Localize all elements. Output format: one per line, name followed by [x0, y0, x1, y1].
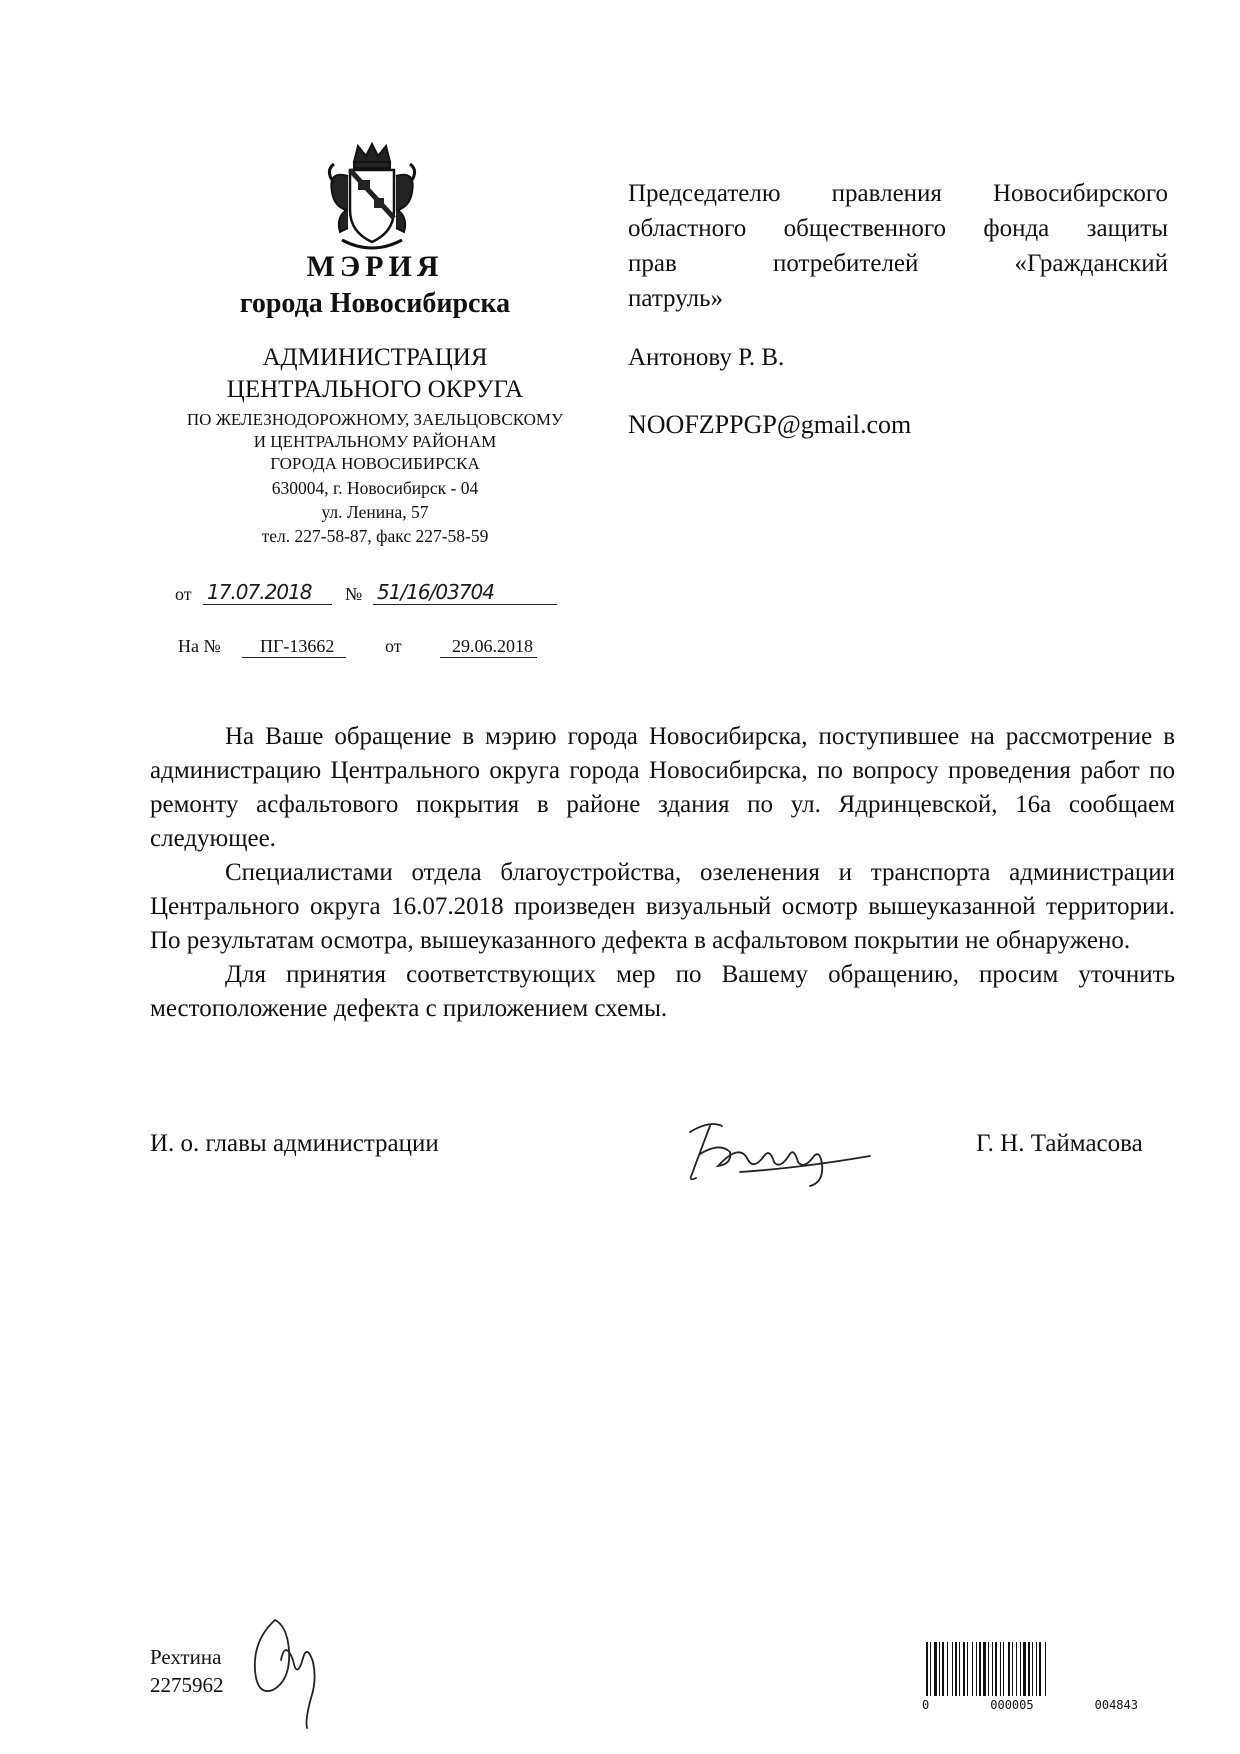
barcode-digit-left: 0 — [922, 1698, 930, 1712]
body-paragraph: Для принятия соответствующих мер по Вашему обращению, просим уточнить местоположение дефекта с приложением схемы. — [150, 961, 1175, 1022]
number-label: № — [345, 584, 363, 604]
from-date-handwritten: 17.07.2018 — [203, 580, 332, 605]
letterhead-districts-line1: ПО ЖЕЛЕЗНОДОРОЖНОМУ, ЗАЕЛЬЦОВСКОМУ — [186, 410, 564, 429]
signatory-position: И. о. главы администрации — [150, 1130, 439, 1157]
recipient-title — [628, 176, 1168, 316]
signatory-name: Г. Н. Таймасова — [976, 1130, 1143, 1157]
recipient-line4: патруль» — [628, 285, 724, 312]
letter-body — [150, 720, 1175, 1026]
executor-phone: 2275962 — [150, 1673, 224, 1697]
incoming-date: 29.06.2018 — [440, 636, 537, 658]
letterhead-postal-address: 630004, г. Новосибирск - 04 — [271, 478, 479, 498]
letterhead-city: города Новосибирска — [239, 288, 511, 319]
body-paragraph: Специалистами отдела благоустройства, озеленения и транспорта администрации Центрального округа 16.07.2018 произведен визуальный осмотр вышеуказанной территории. По результатам осмотра, вышеуказанного дефекта в асфальтовом покрытии не обнаружено. — [150, 859, 1175, 954]
barcode-digits-right: 004843 — [1094, 1698, 1138, 1712]
outgoing-number-handwritten: 51/16/03704 — [373, 580, 557, 605]
letterhead-street-address: ул. Ленина, 57 — [321, 502, 429, 522]
recipient-line2: областного общественного фонда защиты — [628, 215, 1168, 242]
incoming-reference — [178, 636, 618, 666]
letterhead-admin-line2: ЦЕНТРАЛЬНОГО ОКРУГА — [226, 376, 524, 403]
barcode-number — [922, 1698, 1138, 1712]
recipient-line3: прав потребителей «Гражданский — [628, 250, 1168, 277]
from-label: от — [175, 584, 192, 604]
letterhead-title: МЭРИЯ — [306, 250, 444, 283]
body-paragraph: На Ваше обращение в мэрию города Новосибирска, поступившее на рассмотрение в администрацию Центрального округа города Новосибирска, по вопросу проведения работ по ремонту асфальтового покрытия в районе здания по ул. Ядринцевской, 16а сообщаем следующее. — [150, 723, 1175, 852]
executor-name: Рехтина — [150, 1645, 222, 1669]
incoming-label: На № — [178, 636, 221, 656]
incoming-from-label: от — [385, 636, 402, 656]
incoming-number: ПГ-13662 — [242, 636, 346, 658]
recipient-name: Антонову Р. В. — [628, 344, 785, 371]
novosibirsk-coat-of-arms-icon — [318, 140, 426, 256]
handwritten-signature — [670, 1112, 900, 1192]
barcode — [920, 1640, 1140, 1698]
letterhead-phone-fax: тел. 227-58-87, факс 227-58-59 — [261, 526, 489, 546]
recipient-email: NOOFZPPGP@gmail.com — [628, 410, 912, 439]
letterhead-admin-line1: АДМИНИСТРАЦИЯ — [262, 344, 488, 371]
letterhead-districts-line3: ГОРОДА НОВОСИБИРСКА — [270, 454, 480, 473]
outgoing-reference — [175, 580, 595, 610]
executor-signature — [245, 1600, 335, 1730]
barcode-digits-middle: 000005 — [990, 1698, 1034, 1712]
recipient-line1: Председателю правления Новосибирского — [628, 180, 1168, 207]
letterhead-districts-line2: И ЦЕНТРАЛЬНОМУ РАЙОНАМ — [253, 432, 497, 451]
